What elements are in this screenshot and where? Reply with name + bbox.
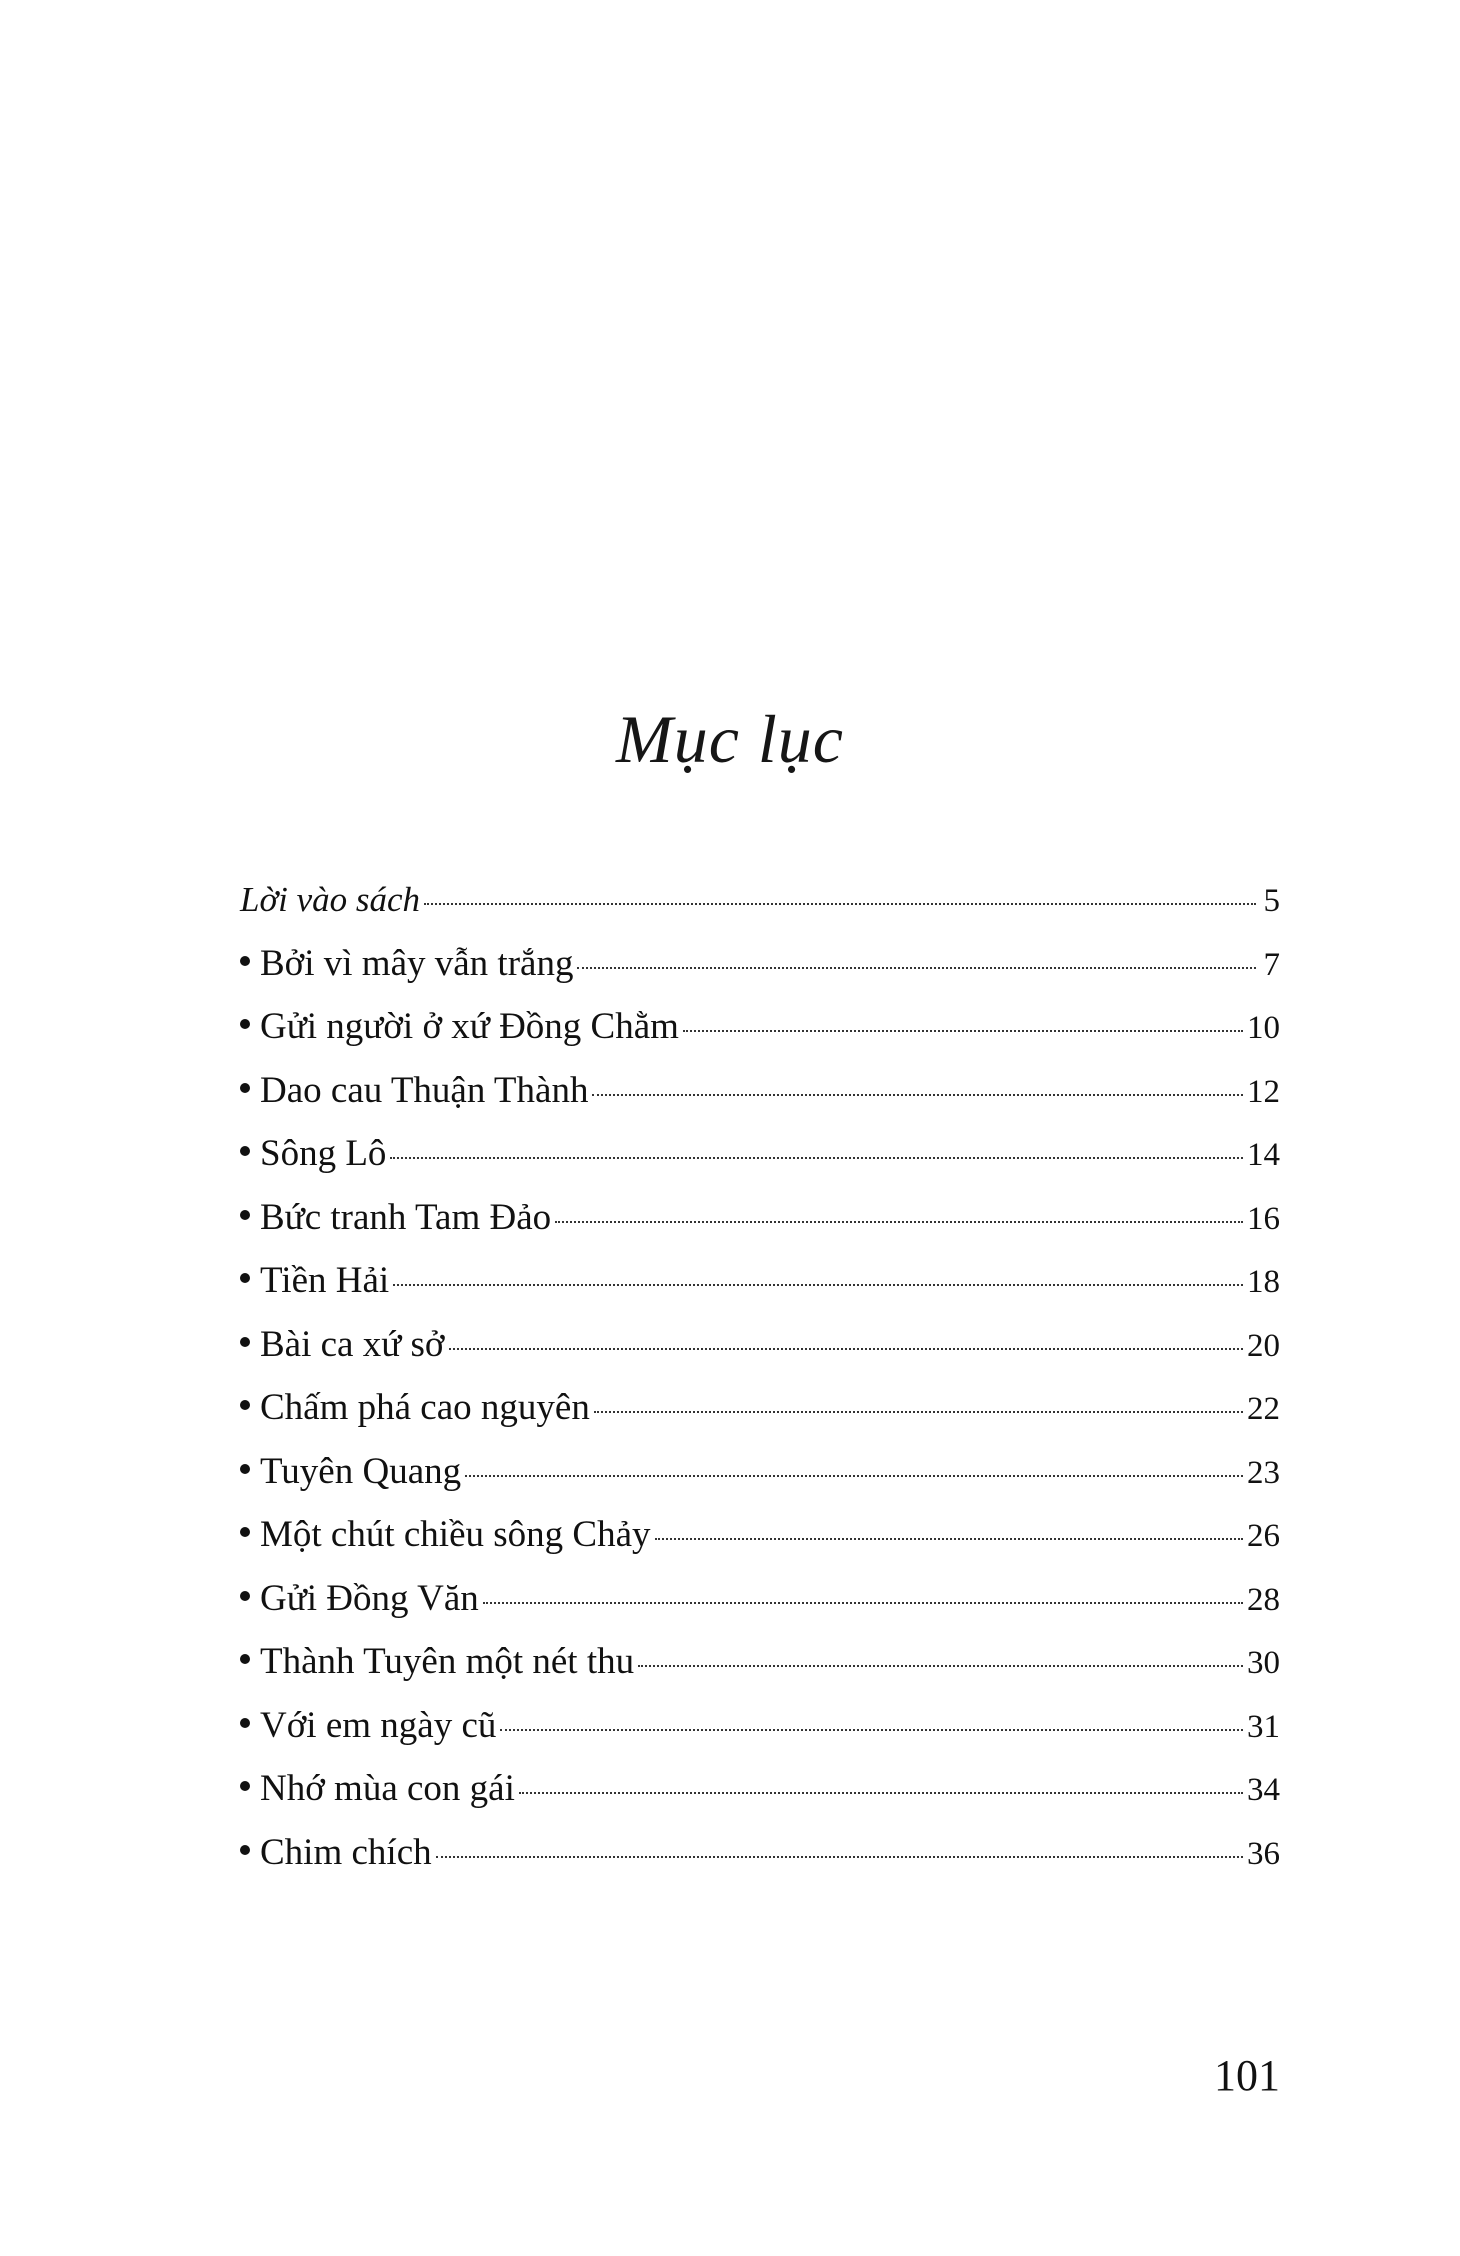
dot-leader: [594, 1411, 1243, 1413]
toc-entry-page: 5: [1263, 883, 1280, 919]
toc-entry: [240, 1249, 1280, 1313]
dot-leader: [500, 1729, 1243, 1731]
toc-entry: [240, 1757, 1280, 1821]
bullet-icon: [240, 1083, 250, 1093]
toc-entry-label: Sông Lô: [260, 1133, 387, 1174]
toc-entry: [240, 868, 1280, 932]
toc-entry: [240, 995, 1280, 1059]
toc-entry-label: Thành Tuyên một nét thu: [260, 1641, 635, 1682]
bullet-icon: [240, 1845, 250, 1855]
toc-entry-page: 18: [1247, 1264, 1280, 1300]
toc-entry-label: Bức tranh Tam Đảo: [260, 1196, 552, 1238]
bullet-icon: [240, 1146, 250, 1156]
toc-entry: [240, 1440, 1280, 1504]
toc-entry-page: 34: [1247, 1772, 1280, 1808]
toc-entry-page: 12: [1247, 1073, 1280, 1110]
dot-leader: [592, 1094, 1243, 1096]
toc-entry-label: Lời vào sách: [240, 880, 421, 919]
toc-entry: [240, 932, 1280, 996]
bullet-icon: [240, 1337, 250, 1347]
toc-entry-label: Với em ngày cũ: [260, 1704, 497, 1746]
toc-entry-label: Tuyên Quang: [260, 1450, 462, 1492]
dot-leader: [465, 1475, 1243, 1477]
toc-entry-page: 30: [1247, 1645, 1280, 1681]
dot-leader: [393, 1284, 1243, 1286]
bullet-icon: [240, 1654, 250, 1664]
toc-entry-label: Tiền Hải: [260, 1260, 390, 1301]
dot-leader: [577, 967, 1256, 969]
toc-entry: [240, 1821, 1280, 1885]
toc-entry: [240, 1186, 1280, 1250]
dot-leader: [390, 1157, 1243, 1159]
toc-entry: [240, 1694, 1280, 1758]
page-number: 101: [1214, 2051, 1280, 2100]
toc-entry-page: 20: [1247, 1327, 1280, 1364]
bullet-icon: [240, 1400, 250, 1410]
dot-leader: [555, 1221, 1243, 1223]
toc-entry-page: 10: [1247, 1010, 1280, 1046]
dot-leader: [519, 1792, 1243, 1794]
bullet-icon: [240, 1210, 250, 1220]
toc-entry-label: Chấm phá cao nguyên: [260, 1387, 590, 1428]
toc-entry-label: Bởi vì mây vẫn trắng: [260, 942, 574, 984]
dot-leader: [638, 1665, 1243, 1667]
toc-entry: [240, 1313, 1280, 1377]
bullet-icon: [240, 1019, 250, 1029]
toc-entry: [240, 1630, 1280, 1694]
dot-leader: [436, 1856, 1243, 1858]
toc-entry-page: 7: [1263, 946, 1280, 983]
bullet-icon: [240, 1591, 250, 1601]
toc-entry-label: Dao cau Thuận Thành: [260, 1069, 589, 1111]
bullet-icon: [240, 1273, 250, 1283]
page-title: Mục lục: [616, 701, 844, 777]
toc-entry-page: 22: [1247, 1391, 1280, 1427]
toc-entry-label: Một chút chiều sông Chảy: [260, 1514, 651, 1555]
toc-entry: [240, 1503, 1280, 1567]
bullet-icon: [240, 1781, 250, 1791]
toc-entry: [240, 1059, 1280, 1123]
dot-leader: [483, 1602, 1243, 1604]
toc-entry-label: Gửi người ở xứ Đồng Chằm: [260, 1006, 679, 1047]
toc-entry-page: 16: [1247, 1200, 1280, 1237]
toc-entry: [240, 1122, 1280, 1186]
toc-entry: [240, 1567, 1280, 1631]
toc-entry-page: 28: [1247, 1581, 1280, 1618]
dot-leader: [655, 1538, 1243, 1540]
dot-leader: [424, 903, 1256, 905]
dot-leader: [449, 1348, 1244, 1350]
bullet-icon: [240, 956, 250, 966]
toc-entry-page: 14: [1247, 1137, 1280, 1173]
toc-entry: [240, 1376, 1280, 1440]
dot-leader: [683, 1030, 1243, 1032]
bullet-icon: [240, 1718, 250, 1728]
table-of-contents: [240, 868, 1280, 1884]
toc-entry-page: 23: [1247, 1454, 1280, 1491]
bullet-icon: [240, 1464, 250, 1474]
toc-entry-page: 31: [1247, 1708, 1280, 1745]
toc-entry-label: Bài ca xứ sở: [260, 1323, 445, 1365]
toc-entry-label: Chim chích: [260, 1831, 432, 1873]
toc-entry-label: Gửi Đồng Văn: [260, 1577, 479, 1619]
toc-entry-page: 26: [1247, 1518, 1280, 1554]
toc-entry-label: Nhớ mùa con gái: [260, 1768, 515, 1809]
bullet-icon: [240, 1527, 250, 1537]
toc-entry-page: 36: [1247, 1835, 1280, 1872]
